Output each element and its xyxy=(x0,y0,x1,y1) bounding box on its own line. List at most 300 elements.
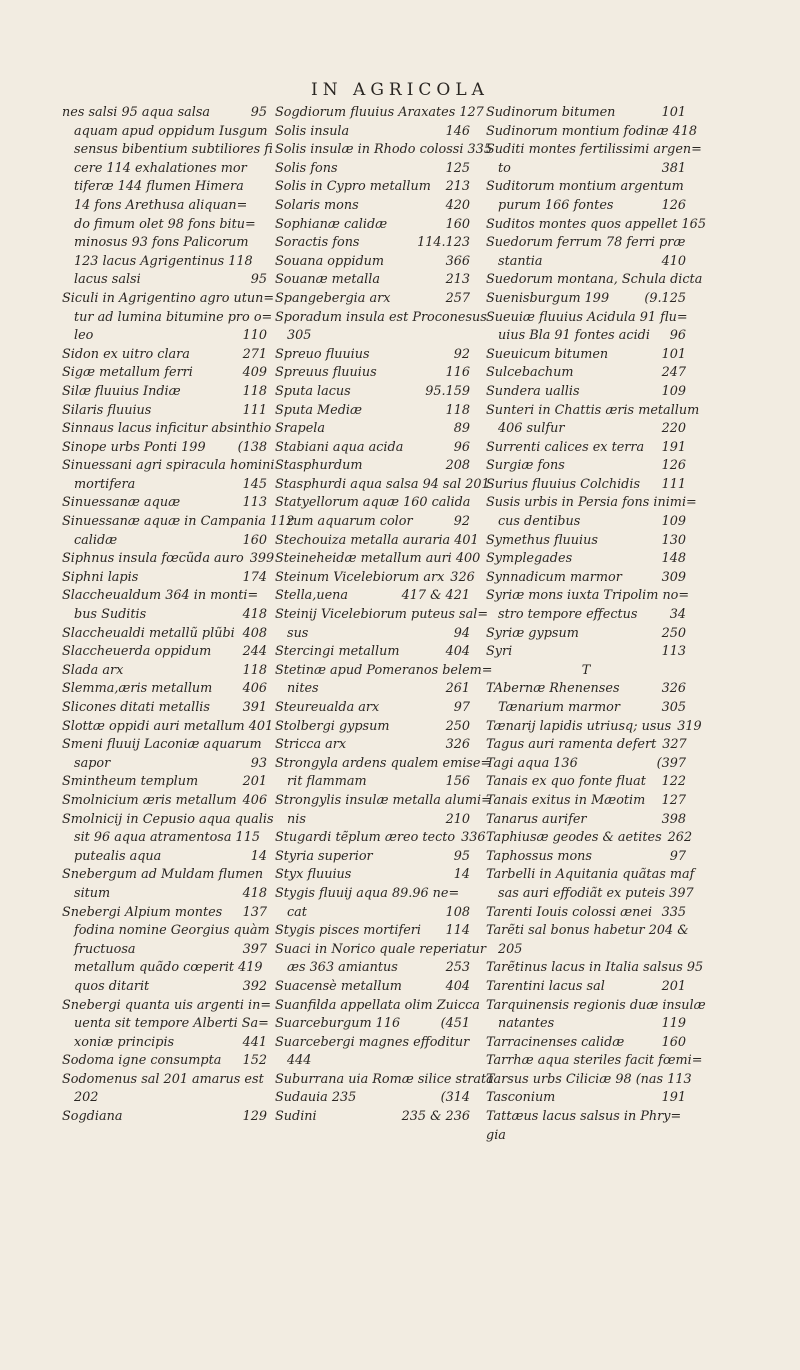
entry-text: Syriæ mons iuxta Tripolim no= xyxy=(486,588,690,604)
entry-text: Sueuicum bitumen xyxy=(486,346,609,362)
index-entry xyxy=(275,327,470,346)
entry-page-number: 160 xyxy=(242,532,267,548)
index-entry xyxy=(275,178,470,197)
entry-page-number: 420 xyxy=(445,197,470,213)
index-entry xyxy=(275,104,484,123)
index-entry xyxy=(275,346,470,365)
index-entry xyxy=(275,476,490,495)
entry-text: Smeni fluuij Laconiæ aquarum xyxy=(62,737,262,753)
index-entry xyxy=(62,402,267,421)
entry-page-number: 397 xyxy=(242,941,267,957)
entry-text: Sinope urbs Ponti 199 xyxy=(62,439,206,455)
entry-text: Stella,uena xyxy=(275,588,349,604)
index-entry xyxy=(275,699,470,718)
entry-page-number: 404 xyxy=(445,978,470,994)
entry-text: Styx fluuius xyxy=(275,867,352,883)
entry-page-number: 366 xyxy=(445,253,470,269)
entry-text: Slicones ditati metallis xyxy=(62,700,210,715)
entry-text: Steinij Vicelebiorum puteus sal= xyxy=(275,607,489,623)
entry-text: Steureualda arx xyxy=(275,700,380,715)
entry-page-number: 235 & 236 xyxy=(401,1109,470,1125)
entry-text: stro tempore effectus xyxy=(498,607,638,623)
entry-text: Strongylis insulæ metalla alumi= xyxy=(275,792,492,808)
entry-page-number: 127 xyxy=(661,792,686,808)
entry-text: rit flammam xyxy=(287,774,367,790)
entry-text: Sunteri in Chattis æris metallum xyxy=(486,402,700,418)
index-entry xyxy=(486,1052,703,1071)
entry-page-number: 109 xyxy=(661,514,686,530)
index-entry xyxy=(62,736,267,755)
entry-text: Sudauia 235 xyxy=(275,1090,357,1106)
entry-page-number: 89 xyxy=(453,421,470,437)
entry-page-number: 118 xyxy=(242,383,267,399)
entry-text: Suedorum ferrum 78 ferri præ xyxy=(486,235,686,251)
entry-page-number: 146 xyxy=(445,123,470,139)
index-entry xyxy=(62,587,267,606)
entry-text: Susis urbis in Persia fons inimi= xyxy=(486,495,697,511)
entry-text: Stygis fluuij aqua 89.96 ne= xyxy=(275,885,460,901)
entry-text: uenta sit tempore Alberti Sa= xyxy=(74,1016,269,1032)
index-entry xyxy=(486,104,686,123)
entry-page-number: 130 xyxy=(661,532,686,548)
index-entry xyxy=(275,309,487,328)
entry-page-number: 94 xyxy=(453,625,470,641)
index-entry xyxy=(486,978,686,997)
entry-text: aquam apud oppidum Iusgum xyxy=(74,123,268,139)
index-entry xyxy=(62,420,272,439)
entry-text: Suditos montes quos appellet 165 xyxy=(486,216,706,232)
entry-text: Smolnicij in Cepusio aqua qualis xyxy=(62,811,274,827)
entry-text: Suditi montes fertilissimi argen= xyxy=(486,142,702,158)
entry-text: leo xyxy=(74,328,94,344)
index-column-1 xyxy=(62,104,295,1127)
index-entry xyxy=(486,755,686,774)
entry-text: Tanais ex quo fonte fluat xyxy=(486,774,646,790)
entry-text: Surius fluuius Colchidis xyxy=(486,476,641,492)
entry-text: calidæ xyxy=(74,532,118,548)
entry-page-number: 116 xyxy=(445,365,470,381)
entry-page-number: 336 xyxy=(461,830,486,846)
index-entry xyxy=(486,123,698,142)
entry-text: Slottæ oppidi auri metallum 401 xyxy=(62,718,274,734)
index-entry xyxy=(275,1052,470,1071)
entry-text: sapor xyxy=(74,755,111,771)
entry-text: Sinnaus lacus inficitur absinthio xyxy=(62,421,272,437)
entry-text: Sudini xyxy=(275,1109,317,1125)
entry-text: Srapela xyxy=(275,421,326,437)
index-entry xyxy=(486,494,697,513)
entry-text: nes salsi 95 aqua salsa xyxy=(62,105,211,120)
entry-text: Sputa Mediæ xyxy=(275,402,363,418)
index-entry xyxy=(275,383,470,402)
entry-page-number: 119 xyxy=(661,1016,686,1032)
index-entry xyxy=(486,234,686,253)
index-entry xyxy=(62,680,267,699)
index-entry xyxy=(486,476,686,495)
index-entry xyxy=(486,829,693,848)
index-entry xyxy=(62,959,267,978)
index-entry xyxy=(486,197,686,216)
entry-text: Tænarium marmor xyxy=(498,700,620,715)
entry-page-number: 14 xyxy=(250,848,267,864)
index-entry xyxy=(486,997,706,1016)
index-entry xyxy=(275,197,470,216)
entry-text: Tagi aqua 136 xyxy=(486,755,578,771)
index-entry xyxy=(275,848,470,867)
index-entry xyxy=(275,866,470,885)
entry-page-number: 160 xyxy=(445,216,470,232)
entry-text: Tasconium xyxy=(486,1090,556,1106)
index-entry xyxy=(62,569,267,588)
index-entry xyxy=(62,383,267,402)
entry-page-number: 326 xyxy=(661,681,686,697)
index-entry xyxy=(62,792,267,811)
entry-text: Sogdiorum fluuius Araxates 127 xyxy=(275,105,484,120)
index-entry xyxy=(275,792,492,811)
index-entry xyxy=(486,141,702,160)
index-entry xyxy=(62,1108,267,1127)
index-entry xyxy=(275,457,470,476)
entry-page-number: 95 xyxy=(453,848,470,864)
entry-text: Smolnicium æris metallum xyxy=(62,792,237,808)
entry-page-number: 118 xyxy=(242,662,267,678)
entry-page-number: 418 xyxy=(242,885,267,901)
entry-page-number: 148 xyxy=(661,551,686,567)
entry-text: Solis in Cypro metallum xyxy=(275,179,431,195)
entry-page-number: (314 xyxy=(440,1090,470,1106)
entry-text: minosus 93 fons Palicorum xyxy=(74,235,249,251)
entry-page-number: 160 xyxy=(661,1034,686,1050)
entry-page-number: 410 xyxy=(661,253,686,269)
index-entry xyxy=(62,1071,267,1090)
entry-page-number: 262 xyxy=(667,830,693,846)
entry-text: Siphnus insula fœcũda auro xyxy=(62,551,244,567)
index-entry xyxy=(275,1071,494,1090)
index-entry xyxy=(275,420,470,439)
entry-page-number: 213 xyxy=(445,272,470,288)
entry-page-number: 126 xyxy=(661,458,686,474)
index-entry xyxy=(62,829,267,848)
entry-page-number: 220 xyxy=(661,421,686,437)
index-entry xyxy=(62,718,274,737)
entry-page-number: 97 xyxy=(453,700,470,715)
index-entry xyxy=(62,606,267,625)
entry-page-number: 441 xyxy=(242,1034,267,1050)
entry-page-number: 92 xyxy=(453,514,470,530)
index-entry xyxy=(62,309,273,328)
index-entry xyxy=(486,1108,686,1127)
index-entry xyxy=(486,550,686,569)
index-entry xyxy=(486,271,703,290)
entry-page-number: 208 xyxy=(445,458,470,474)
entry-text: Styria superior xyxy=(275,848,373,864)
index-entry xyxy=(486,662,686,681)
index-entry xyxy=(275,662,493,681)
index-entry xyxy=(62,755,267,774)
entry-text: Sputa lacus xyxy=(275,383,351,399)
entry-text: Sudinorum bitumen xyxy=(486,105,616,120)
entry-text: Tanais exitus in Mæotim xyxy=(486,792,646,808)
entry-text: metallum quãdo cœperit 419 xyxy=(74,960,263,976)
entry-text: situm xyxy=(74,885,111,901)
entry-text: gia xyxy=(486,1127,506,1143)
index-entry xyxy=(275,904,470,923)
entry-text: Symplegades xyxy=(486,551,573,567)
entry-text: tur ad lumina bitumine pro o= xyxy=(74,309,273,325)
entry-page-number: 250 xyxy=(445,718,470,734)
entry-text: Sinuessani agri spiracula homini xyxy=(62,458,275,474)
entry-text: Statyellorum aquæ 160 calida xyxy=(275,495,471,511)
index-entry xyxy=(275,141,492,160)
index-entry xyxy=(486,904,686,923)
entry-text: fodina nomine Georgius quàm xyxy=(74,923,270,939)
index-entry xyxy=(486,178,686,197)
entry-page-number: 156 xyxy=(445,774,470,790)
entry-text: Tarẽtinus lacus in Italia salsus 95 xyxy=(486,960,704,976)
entry-text: Suaci in Norico quale reperiatur xyxy=(275,941,487,957)
index-entry xyxy=(275,680,470,699)
entry-text: Synnadicum marmor xyxy=(486,569,622,585)
entry-page-number: 418 xyxy=(242,607,267,623)
entry-page-number: 111 xyxy=(242,402,267,418)
entry-text: Slada arx xyxy=(62,662,124,678)
entry-text: Suburrana uia Romæ silice strata xyxy=(275,1071,494,1087)
entry-text: Symethus fluuius xyxy=(486,532,598,548)
entry-text: Slemma,æris metallum xyxy=(62,681,213,697)
entry-page-number: 114 xyxy=(445,923,470,939)
entry-page-number: 326 xyxy=(445,737,470,753)
index-entry xyxy=(62,476,267,495)
entry-text: 205 xyxy=(498,941,523,957)
index-entry xyxy=(486,922,689,941)
index-entry xyxy=(62,1089,267,1108)
index-entry xyxy=(486,718,702,737)
entry-text: bus Suditis xyxy=(74,607,147,623)
index-entry xyxy=(62,885,267,904)
index-entry xyxy=(62,346,267,365)
entry-text: Tarentini lacus sal xyxy=(486,978,605,994)
index-entry xyxy=(486,420,686,439)
entry-text: Sigæ metallum ferri xyxy=(62,365,193,381)
entry-text: 305 xyxy=(287,328,312,344)
entry-text: Tarracinenses calidæ xyxy=(486,1034,625,1050)
entry-page-number: 309 xyxy=(661,569,686,585)
entry-text: Spreuo fluuius xyxy=(275,346,370,362)
entry-text: rum aquarum color xyxy=(287,514,413,530)
index-entry xyxy=(486,736,686,755)
entry-text: Solis insulæ in Rhodo colossi 335 xyxy=(275,142,492,158)
index-entry xyxy=(486,1127,686,1146)
index-entry xyxy=(62,513,295,532)
entry-text: to xyxy=(498,160,511,176)
index-entry xyxy=(275,773,470,792)
entry-page-number: 114.123 xyxy=(417,235,470,251)
index-entry xyxy=(275,625,470,644)
entry-text: Solis fons xyxy=(275,160,338,176)
entry-text: 202 xyxy=(74,1090,99,1106)
index-entry xyxy=(62,662,267,681)
entry-text: T xyxy=(581,662,591,678)
entry-text: Smintheum templum xyxy=(62,774,199,790)
entry-page-number: 96 xyxy=(453,439,470,455)
index-entry xyxy=(486,773,686,792)
index-entry xyxy=(275,829,486,848)
index-entry xyxy=(275,755,492,774)
index-entry xyxy=(486,941,686,960)
index-entry xyxy=(275,532,479,551)
entry-page-number: 93 xyxy=(250,755,267,771)
index-entry xyxy=(275,997,480,1016)
index-entry xyxy=(486,885,694,904)
index-entry xyxy=(275,1089,470,1108)
entry-text: Snebergi quanta uis argenti in= xyxy=(62,997,272,1013)
entry-text: sit 96 aqua atramentosa 115 xyxy=(74,830,260,846)
entry-text: Tarsus urbs Ciliciæ 98 (nas 113 xyxy=(486,1071,692,1087)
entry-page-number: 108 xyxy=(445,904,470,920)
entry-text: Sueuiæ fluuius Acidula 91 flu= xyxy=(486,309,688,325)
index-entry xyxy=(486,532,686,551)
index-entry xyxy=(275,885,470,904)
index-entry xyxy=(62,643,267,662)
entry-text: TAbernæ Rhenenses xyxy=(486,681,620,697)
entry-page-number: (451 xyxy=(440,1016,470,1032)
entry-page-number: 109 xyxy=(661,383,686,399)
index-entry xyxy=(486,457,686,476)
index-entry xyxy=(486,1071,692,1090)
entry-text: Tarbelli in Aquitania quãtas maf xyxy=(486,867,695,883)
index-column-2 xyxy=(275,104,494,1127)
entry-page-number: 210 xyxy=(445,811,470,827)
index-entry xyxy=(275,402,470,421)
entry-page-number: 250 xyxy=(661,625,686,641)
entry-text: Stechouiza metalla auraria 401 xyxy=(275,532,479,548)
entry-text: purum 166 fontes xyxy=(498,197,614,213)
index-entry xyxy=(486,383,686,402)
index-entry xyxy=(275,123,470,142)
entry-text: Stugardi tẽplum æreo tecto xyxy=(275,830,456,846)
entry-text: Slaccheualdum 364 in monti= xyxy=(62,588,259,604)
index-entry xyxy=(62,773,267,792)
entry-text: Suedorum montana, Schula dicta xyxy=(486,272,703,288)
entry-page-number: 417 & 421 xyxy=(401,588,470,604)
entry-page-number: 174 xyxy=(242,569,267,585)
entry-text: sensus bibentium subtiliores fi xyxy=(74,142,273,158)
entry-text: sas auri effodiãt ex puteis 397 xyxy=(498,885,694,901)
entry-page-number: 96 xyxy=(669,328,686,344)
index-entry xyxy=(486,606,686,625)
entry-text: Tattæus lacus salsus in Phry= xyxy=(486,1109,682,1125)
entry-text: Spangebergia arx xyxy=(275,290,391,306)
entry-page-number: 326 xyxy=(450,569,475,585)
entry-text: Sophianæ calidæ xyxy=(275,216,388,232)
entry-text: æs 363 amiantus xyxy=(287,960,398,976)
index-entry xyxy=(486,439,686,458)
index-entry xyxy=(62,327,267,346)
index-entry xyxy=(275,978,470,997)
entry-page-number: 244 xyxy=(242,644,267,660)
entry-page-number: 129 xyxy=(242,1109,267,1125)
entry-text: Suditorum montium argentum xyxy=(486,179,684,195)
entry-page-number: 253 xyxy=(445,960,470,976)
entry-text: Snebergum ad Muldam flumen xyxy=(62,867,264,883)
index-entry xyxy=(275,513,470,532)
entry-page-number: 101 xyxy=(661,346,686,362)
entry-text: Tagus auri ramenta defert xyxy=(486,737,657,753)
index-entry xyxy=(62,290,275,309)
entry-text: Tænarij lapidis utriusq; usus xyxy=(486,718,672,734)
entry-text: Spreuus fluuius xyxy=(275,365,377,381)
entry-text: Silæ fluuius Indiæ xyxy=(62,383,181,399)
index-entry xyxy=(275,569,475,588)
entry-text: Stygis pisces mortiferi xyxy=(275,923,421,939)
entry-text: Sudinorum montium fodinæ 418 xyxy=(486,123,698,139)
entry-text: cat xyxy=(287,904,307,920)
entry-page-number: 14 xyxy=(453,867,470,883)
entry-page-number: 257 xyxy=(445,290,470,306)
index-entry xyxy=(486,792,686,811)
index-entry xyxy=(486,587,690,606)
entry-page-number: 137 xyxy=(242,904,267,920)
index-entry xyxy=(486,1015,686,1034)
entry-page-number: 404 xyxy=(445,644,470,660)
entry-text: stantia xyxy=(498,253,543,269)
index-entry xyxy=(486,866,695,885)
index-entry xyxy=(275,494,470,513)
index-entry xyxy=(486,1034,686,1053)
entry-text: Sogdiana xyxy=(62,1109,123,1125)
index-entry xyxy=(62,941,267,960)
entry-page-number: 118 xyxy=(445,402,470,418)
entry-text: natantes xyxy=(498,1016,555,1032)
entry-text: Soractis fons xyxy=(275,235,360,251)
entry-text: do fimum olet 98 fons bitu= xyxy=(74,216,256,232)
entry-page-number: 271 xyxy=(242,346,267,362)
entry-text: tiferæ 144 flumen Himera xyxy=(74,179,244,195)
index-entry xyxy=(62,141,273,160)
index-entry xyxy=(62,1034,267,1053)
index-entry xyxy=(62,271,267,290)
entry-text: nites xyxy=(287,681,319,697)
index-entry xyxy=(62,234,267,253)
entry-page-number: 191 xyxy=(661,439,686,455)
index-entry xyxy=(62,550,275,569)
index-entry xyxy=(486,402,700,421)
index-entry xyxy=(62,866,267,885)
entry-text: Sporadum insula est Proconesus xyxy=(275,309,487,325)
entry-page-number: 126 xyxy=(661,197,686,213)
index-entry xyxy=(275,234,470,253)
index-entry xyxy=(275,1034,470,1053)
entry-page-number: 191 xyxy=(661,1090,686,1106)
index-entry xyxy=(62,216,267,235)
entry-text: Sodomenus sal 201 amarus est xyxy=(62,1071,264,1087)
entry-text: quos ditarit xyxy=(74,978,150,994)
index-entry xyxy=(62,848,267,867)
entry-page-number: (138 xyxy=(237,439,267,455)
entry-text: Taphiusæ geodes & aetites xyxy=(486,830,662,846)
index-entry xyxy=(62,494,267,513)
entry-text: Sinuessanæ aquæ in Campania 112 xyxy=(62,514,295,530)
index-entry xyxy=(62,997,272,1016)
entry-text: Slaccheualdi metallũ plũbi xyxy=(62,625,235,641)
entry-text: Sidon ex uitro clara xyxy=(62,346,190,362)
index-entry xyxy=(275,364,470,383)
entry-page-number: 327 xyxy=(662,737,687,753)
index-entry xyxy=(62,253,267,272)
index-entry xyxy=(275,718,470,737)
index-entry xyxy=(486,680,686,699)
index-entry xyxy=(486,290,686,309)
